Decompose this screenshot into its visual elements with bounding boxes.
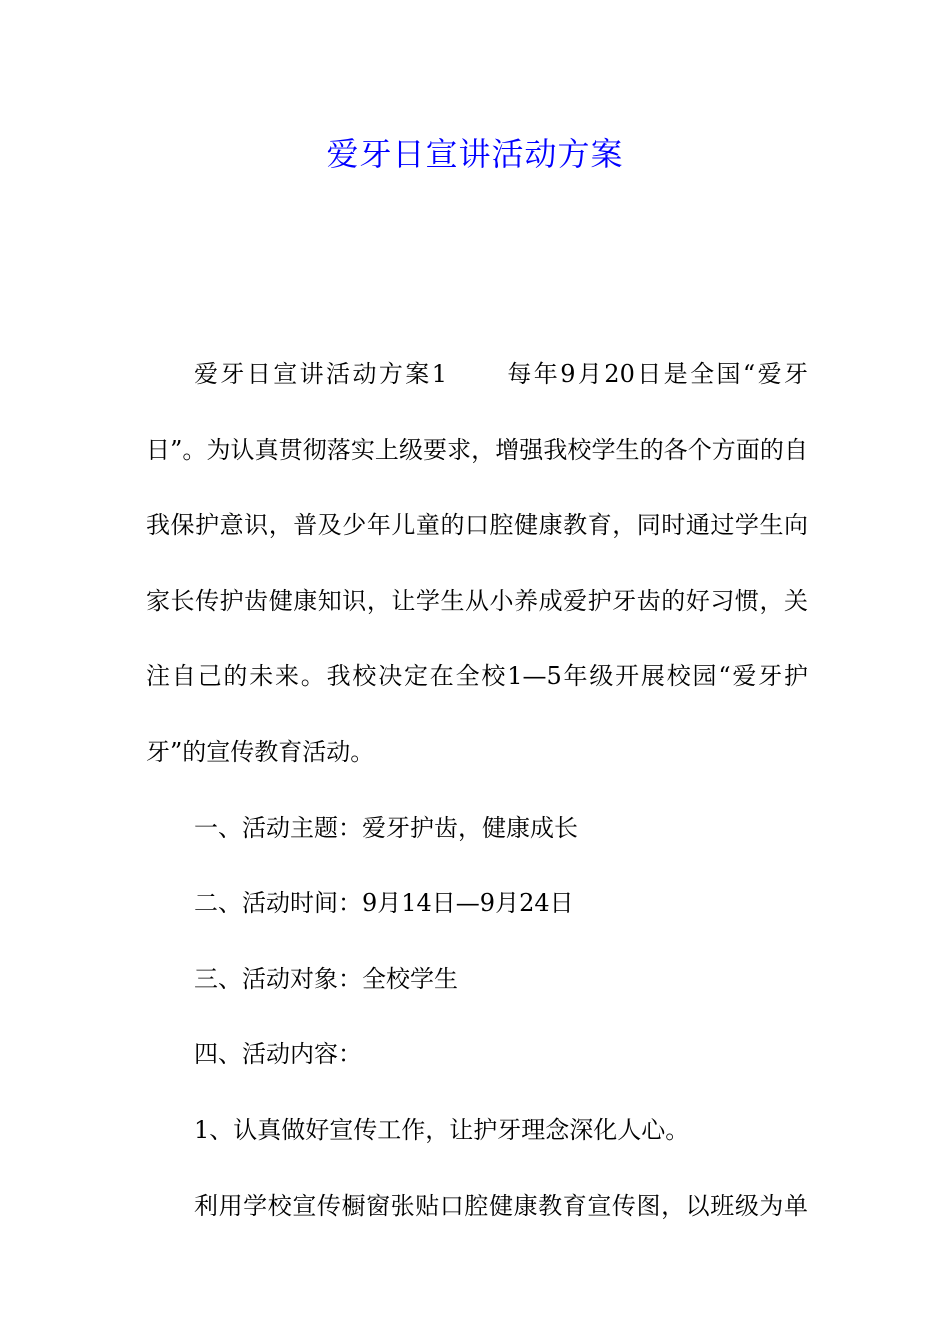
section-theme: 一、活动主题：爱牙护齿，健康成长 [194, 813, 578, 842]
document-body [146, 337, 808, 1244]
content-item-1-detail: 利用学校宣传橱窗张贴口腔健康教育宣传图，以班级为单 [194, 1191, 808, 1220]
section-time: 二、活动时间：9月14日—9月24日 [194, 889, 574, 918]
intro-heading: 爱牙日宣讲活动方案1 [194, 360, 447, 388]
section-content: 四、活动内容： [194, 1040, 362, 1069]
intro-paragraph [146, 337, 808, 791]
document-title: 爱牙日宣讲活动方案 [326, 135, 624, 173]
intro-text: 每年9月20日是全国“爱牙日”。为认真贯彻落实上级要求，增强我校学生的各个方面的自我保护意识，普及少年儿童的口腔健康教育，同时通过学生向家长传护齿健康知识，让学生从小养成爱护牙齿的好习惯，关注自己的未来。我校决定在全校1—5年级开展校园“爱牙护牙”的宣传教育活动。 [146, 360, 808, 766]
section-audience: 三、活动对象：全校学生 [194, 964, 458, 993]
content-item-1: 1、认真做好宣传工作，让护牙理念深化人心。 [194, 1115, 690, 1144]
